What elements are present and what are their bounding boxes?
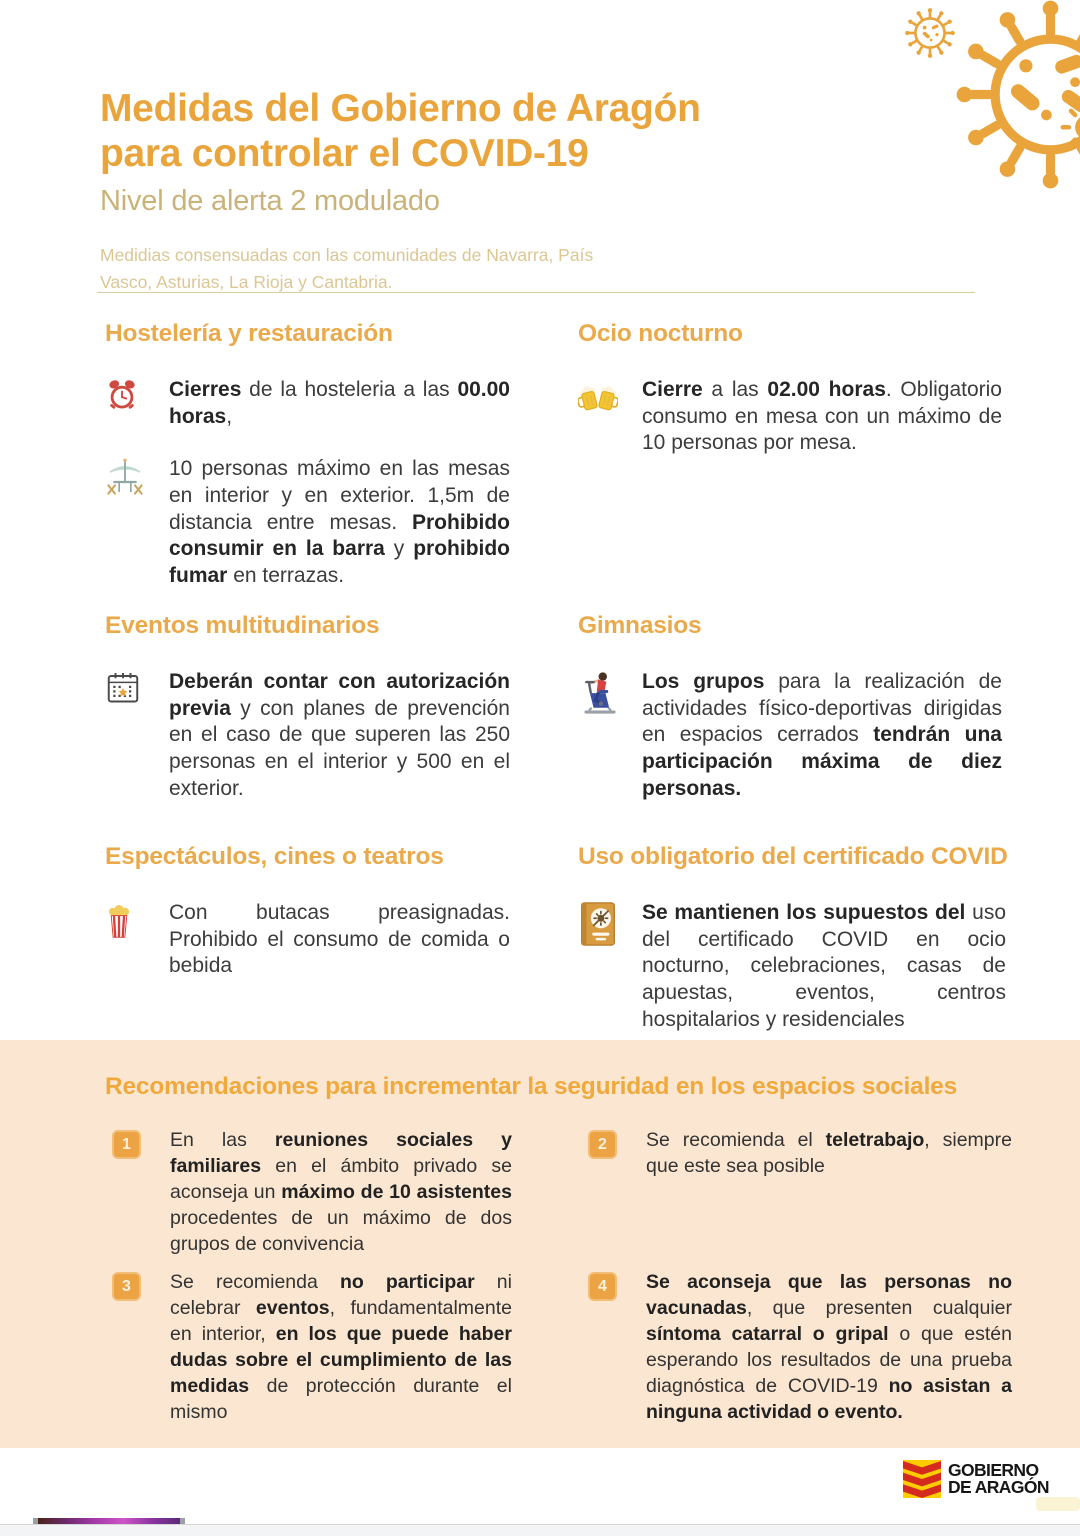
section-title: Uso obligatorio del certificado COVID xyxy=(578,843,1008,870)
section-hosteleria xyxy=(105,320,510,616)
aragon-flag-icon xyxy=(903,1460,941,1498)
recommendation-item xyxy=(112,1270,512,1426)
virus-icon xyxy=(948,0,1080,197)
alarm-clock-icon xyxy=(105,377,169,430)
section-gimnasios xyxy=(578,612,1002,828)
exercise-bike-icon xyxy=(578,669,642,802)
section-title: Gimnasios xyxy=(578,612,702,639)
section-eventos xyxy=(105,612,510,828)
list-item xyxy=(578,377,1002,457)
covid-certificate-icon xyxy=(578,900,642,1033)
recommendation-text: Se aconseja que las personas no vacunadas, que presenten cualquier síntoma catarral o gripal o que estén esperando los resultados de una prueba diagnóstica de COVID-19 no asistan a ninguna actividad o evento. xyxy=(646,1271,1012,1423)
calendar-icon xyxy=(105,669,169,802)
page-subtitle: Nivel de alerta 2 modulado xyxy=(100,185,440,218)
section-title: Ocio nocturno xyxy=(578,320,743,347)
section-title: Eventos multitudinarios xyxy=(105,612,380,639)
item-text: 10 personas máximo en las mesas en interior y en exterior. 1,5m de distancia entre mesas. Prohibido consumir en la barra y prohibido fumar en terrazas. xyxy=(169,457,511,587)
recommendation-text: En las reuniones sociales y familiares en el ámbito privado se aconseja un máximo de 10 asistentes procedentes de un máximo de dos grupos de convivencia xyxy=(170,1129,512,1255)
section-ocio-nocturno xyxy=(578,320,1002,483)
item-text: Cierres de la hosteleria a las 00.00 horas, xyxy=(169,378,510,428)
page-title-line1: Medidas del Gobierno de Aragón xyxy=(100,87,701,130)
section-espectaculos xyxy=(105,843,510,1006)
bottom-bar xyxy=(0,1524,1080,1536)
list-item xyxy=(105,669,510,802)
header xyxy=(100,86,880,295)
logo-text-line1: GOBIERNO xyxy=(948,1460,1039,1481)
recommendation-number-badge: 1 xyxy=(112,1130,141,1159)
section-certificado-covid xyxy=(578,843,1006,1059)
page-title-line2: para controlar el COVID-19 xyxy=(100,132,589,176)
list-item xyxy=(578,669,1002,802)
logo-text xyxy=(948,1462,1049,1495)
beer-mugs-icon xyxy=(578,377,642,457)
item-text: Se mantienen los supuestos del uso del certificado COVID en ocio nocturno, celebraciones, casas de apuestas, eventos, centros hospitalarios y residenciales xyxy=(642,901,1006,1031)
popcorn-icon xyxy=(105,900,169,980)
section-title: Hostelería y restauración xyxy=(105,320,393,347)
recommendation-item xyxy=(112,1128,512,1258)
section-title: Espectáculos, cines o teatros xyxy=(105,843,444,870)
item-text: Los grupos para la realización de actividades físico-deportivas dirigidas en espacios cerrados tendrán una participación máxima de diez personas. xyxy=(642,670,1002,800)
recommendations-panel xyxy=(0,1040,1080,1448)
logo-text-line2: DE ARAGÓN xyxy=(948,1477,1049,1497)
header-divider xyxy=(97,292,975,293)
recommendation-text: Se recomienda no participar ni celebrar eventos, fundamentalmente en interior, en los que puede haber dudas sobre el cumplimiento de las medidas de protección durante el mismo xyxy=(170,1271,512,1423)
recommendation-item xyxy=(588,1270,1012,1426)
recommendation-number-badge: 4 xyxy=(588,1272,617,1301)
recommendations-title: Recomendaciones para incrementar la seguridad en los espacios sociales xyxy=(105,1073,958,1100)
list-item xyxy=(105,456,510,589)
artifact-smudge xyxy=(1036,1497,1080,1511)
list-item xyxy=(105,377,510,430)
recommendation-item xyxy=(588,1128,1012,1180)
recommendation-text: Se recomienda el teletrabajo, siempre que este sea posible xyxy=(646,1129,1012,1177)
page-title xyxy=(100,86,880,176)
consensus-note: Medidias consensuadas con las comunidades de Navarra, País Vasco, Asturias, La Rioja y Cantabria. xyxy=(100,245,594,292)
item-text: Con butacas preasignadas. Prohibido el consumo de comida o bebida xyxy=(169,901,510,978)
item-text: Cierre a las 02.00 horas. Obligatorio consumo en mesa con un máximo de 10 personas por mesa. xyxy=(642,378,1002,455)
recommendation-number-badge: 3 xyxy=(112,1272,141,1301)
list-item xyxy=(578,900,1006,1033)
list-item xyxy=(105,900,510,980)
recommendation-number-badge: 2 xyxy=(588,1130,617,1159)
gobierno-aragon-logo xyxy=(903,1460,1049,1498)
item-text: Deberán contar con autorización previa y con planes de prevención en el caso de que superen las 250 personas en el interior y 500 en el exterior. xyxy=(169,670,510,800)
terrace-table-icon xyxy=(105,456,169,589)
